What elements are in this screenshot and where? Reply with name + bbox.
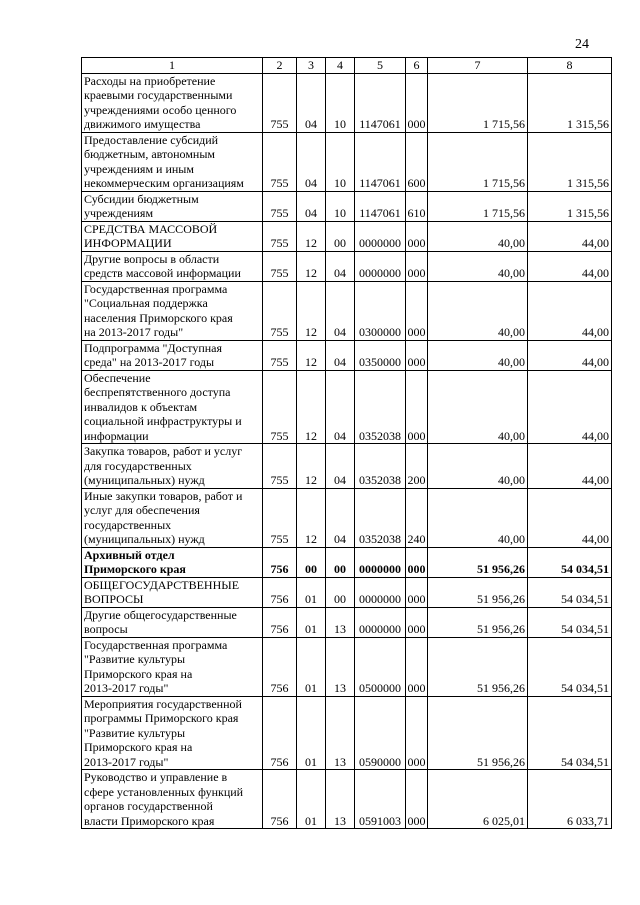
sum-2014-cell: 6 025,01 (428, 770, 528, 829)
row-name-line: Приморского края на (84, 740, 193, 754)
row-name-line: "Развитие культуры (84, 725, 186, 740)
row-name-cell (82, 251, 263, 281)
table-row (82, 191, 612, 221)
row-name-line: сфере установленных функций (84, 784, 244, 799)
subsection-cell: 13 (326, 607, 355, 637)
section-cell: 04 (297, 73, 326, 132)
subsection-cell: 00 (326, 547, 355, 577)
header-col-4: 4 (326, 58, 355, 74)
row-name-line: на 2013-2017 годы" (84, 325, 184, 339)
code-cell: 755 (263, 221, 297, 251)
table-row (82, 370, 612, 444)
type-cell: 000 (406, 577, 428, 607)
row-name-line: населения Приморского края (84, 310, 233, 325)
row-name-line: 2013-2017 годы" (84, 681, 169, 695)
sum-2014-cell: 40,00 (428, 221, 528, 251)
row-name-line: некоммерческим организациям (84, 176, 244, 190)
row-name-line: (муниципальных) нужд (84, 473, 205, 487)
sum-2015-cell: 44,00 (528, 444, 612, 489)
row-name-line: (муниципальных) нужд (84, 532, 205, 546)
sum-2014-cell: 1 715,56 (428, 73, 528, 132)
row-name-line: Государственная программа (84, 281, 228, 296)
type-cell: 000 (406, 607, 428, 637)
row-name-line: Закупка товаров, работ и услуг (84, 444, 243, 458)
sum-2014-cell: 40,00 (428, 370, 528, 444)
code-cell: 755 (263, 340, 297, 370)
sum-2014-cell: 40,00 (428, 281, 528, 340)
subsection-cell: 04 (326, 281, 355, 340)
section-cell: 04 (297, 191, 326, 221)
subsection-cell: 10 (326, 73, 355, 132)
row-name-line: программы Приморского края (84, 711, 239, 725)
sum-2015-cell: 44,00 (528, 488, 612, 547)
row-name-cell (82, 577, 263, 607)
section-cell: 12 (297, 221, 326, 251)
table-row (82, 281, 612, 340)
row-name-line: Государственная программа (84, 637, 228, 652)
row-name-line: государственных (84, 517, 172, 532)
row-name-line: учреждениями особо ценного (84, 102, 237, 117)
sum-2015-cell: 44,00 (528, 340, 612, 370)
type-cell: 000 (406, 251, 428, 281)
target-cell: 0000000 (355, 577, 406, 607)
sum-2014-cell: 40,00 (428, 444, 528, 489)
row-name-line: беспрепятственного доступа (84, 385, 231, 399)
subsection-cell: 13 (326, 696, 355, 770)
row-name-line: услуг для обеспечения (84, 503, 200, 517)
row-name-cell (82, 637, 263, 696)
section-cell: 01 (297, 696, 326, 770)
code-cell: 755 (263, 73, 297, 132)
row-name-line: Другие вопросы в области (84, 251, 220, 266)
subsection-cell: 04 (326, 340, 355, 370)
row-name-line: Мероприятия государственной (84, 696, 242, 711)
target-cell: 0500000 (355, 637, 406, 696)
sum-2014-cell: 51 956,26 (428, 637, 528, 696)
row-name-line: ВОПРОСЫ (84, 592, 144, 606)
sum-2015-cell: 1 315,56 (528, 73, 612, 132)
target-cell: 0300000 (355, 281, 406, 340)
section-cell: 12 (297, 251, 326, 281)
code-cell: 756 (263, 637, 297, 696)
sum-2014-cell: 40,00 (428, 251, 528, 281)
target-cell: 1147061 (355, 191, 406, 221)
row-name-line: вопросы (84, 622, 128, 636)
code-cell: 756 (263, 607, 297, 637)
code-cell: 755 (263, 281, 297, 340)
subsection-cell: 04 (326, 370, 355, 444)
code-cell: 756 (263, 770, 297, 829)
section-cell: 01 (297, 607, 326, 637)
sum-2014-cell: 51 956,26 (428, 696, 528, 770)
target-cell: 0000000 (355, 251, 406, 281)
table-row (82, 251, 612, 281)
header-col-3: 3 (297, 58, 326, 74)
row-name-line: "Развитие культуры (84, 652, 186, 666)
header-col-8: 8 (528, 58, 612, 74)
row-name-line: средств массовой информации (84, 266, 241, 280)
sum-2015-cell: 44,00 (528, 221, 612, 251)
code-cell: 755 (263, 251, 297, 281)
section-cell: 12 (297, 488, 326, 547)
target-cell: 1147061 (355, 132, 406, 191)
sum-2015-cell: 44,00 (528, 370, 612, 444)
code-cell: 755 (263, 132, 297, 191)
header-col-2: 2 (263, 58, 297, 74)
section-cell: 01 (297, 637, 326, 696)
header-col-5: 5 (355, 58, 406, 74)
budget-table (81, 57, 612, 829)
table-row (82, 340, 612, 370)
row-name-line: СРЕДСТВА МАССОВОЙ (84, 221, 218, 236)
type-cell: 000 (406, 73, 428, 132)
table-row (82, 696, 612, 770)
row-name-line: 2013-2017 годы" (84, 754, 169, 769)
row-name-line: Предоставление субсидий (84, 132, 219, 147)
row-name-line: органов государственной (84, 799, 213, 813)
budget-table-body (82, 58, 612, 829)
section-cell: 00 (297, 547, 326, 577)
row-name-line: ИНФОРМАЦИИ (84, 236, 172, 250)
row-name-line: для государственных (84, 458, 192, 473)
table-row (82, 577, 612, 607)
row-name-line: Приморского края (84, 562, 186, 576)
type-cell: 000 (406, 770, 428, 829)
row-name-line: Иные закупки товаров, работ и (84, 488, 243, 503)
type-cell: 610 (406, 191, 428, 221)
subsection-cell: 00 (326, 577, 355, 607)
sum-2014-cell: 40,00 (428, 340, 528, 370)
type-cell: 600 (406, 132, 428, 191)
page-number: 24 (575, 37, 589, 52)
row-name-line: социальной инфраструктуры и (84, 414, 242, 428)
table-row (82, 547, 612, 577)
table-row (82, 637, 612, 696)
target-cell: 0000000 (355, 547, 406, 577)
subsection-cell: 10 (326, 191, 355, 221)
sum-2015-cell: 1 315,56 (528, 191, 612, 221)
table-row (82, 488, 612, 547)
sum-2015-cell: 54 034,51 (528, 577, 612, 607)
type-cell: 240 (406, 488, 428, 547)
section-cell: 12 (297, 281, 326, 340)
row-name-line: власти Приморского края (84, 813, 215, 828)
sum-2015-cell: 1 315,56 (528, 132, 612, 191)
section-cell: 01 (297, 577, 326, 607)
sum-2015-cell: 44,00 (528, 251, 612, 281)
target-cell: 0350000 (355, 340, 406, 370)
type-cell: 000 (406, 637, 428, 696)
code-cell: 755 (263, 444, 297, 489)
table-header-row (82, 58, 612, 74)
target-cell: 0352038 (355, 444, 406, 489)
code-cell: 756 (263, 577, 297, 607)
row-name-line: учреждениям и иным (84, 161, 194, 176)
type-cell: 000 (406, 340, 428, 370)
row-name-cell (82, 221, 263, 251)
subsection-cell: 04 (326, 444, 355, 489)
sum-2014-cell: 51 956,26 (428, 547, 528, 577)
row-name-cell (82, 547, 263, 577)
header-col-1: 1 (82, 58, 263, 74)
type-cell: 000 (406, 547, 428, 577)
subsection-cell: 00 (326, 221, 355, 251)
sum-2015-cell: 6 033,71 (528, 770, 612, 829)
subsection-cell: 04 (326, 488, 355, 547)
section-cell: 01 (297, 770, 326, 829)
code-cell: 755 (263, 191, 297, 221)
code-cell: 756 (263, 696, 297, 770)
row-name-line: учреждениям (84, 206, 154, 220)
header-col-6: 6 (406, 58, 428, 74)
row-name-line: движимого имущества (84, 117, 201, 131)
row-name-line: бюджетным, автономным (84, 147, 215, 161)
row-name-cell (82, 607, 263, 637)
subsection-cell: 10 (326, 132, 355, 191)
type-cell: 000 (406, 696, 428, 770)
target-cell: 0000000 (355, 221, 406, 251)
row-name-line: Расходы на приобретение (84, 73, 216, 88)
target-cell: 1147061 (355, 73, 406, 132)
row-name-line: инвалидов к объектам (84, 399, 198, 414)
row-name-cell (82, 444, 263, 489)
row-name-line: Обеспечение (84, 370, 151, 385)
target-cell: 0591003 (355, 770, 406, 829)
type-cell: 200 (406, 444, 428, 489)
row-name-cell (82, 370, 263, 444)
sum-2014-cell: 1 715,56 (428, 191, 528, 221)
section-cell: 12 (297, 444, 326, 489)
row-name-line: среда" на 2013-2017 годы (84, 355, 215, 369)
section-cell: 12 (297, 340, 326, 370)
sum-2015-cell: 54 034,51 (528, 547, 612, 577)
code-cell: 755 (263, 370, 297, 444)
row-name-cell (82, 191, 263, 221)
row-name-line: информации (84, 428, 149, 443)
row-name-line: "Социальная поддержка (84, 296, 208, 310)
section-cell: 12 (297, 370, 326, 444)
target-cell: 0590000 (355, 696, 406, 770)
sum-2015-cell: 44,00 (528, 281, 612, 340)
sum-2015-cell: 54 034,51 (528, 637, 612, 696)
row-name-line: ОБЩЕГОСУДАРСТВЕННЫЕ (84, 577, 240, 592)
subsection-cell: 13 (326, 770, 355, 829)
table-row (82, 770, 612, 829)
subsection-cell: 04 (326, 251, 355, 281)
row-name-cell (82, 132, 263, 191)
sum-2015-cell: 54 034,51 (528, 696, 612, 770)
sum-2015-cell: 54 034,51 (528, 607, 612, 637)
sum-2014-cell: 40,00 (428, 488, 528, 547)
row-name-line: Руководство и управление в (84, 770, 228, 784)
table-row (82, 73, 612, 132)
header-col-7: 7 (428, 58, 528, 74)
table-row (82, 607, 612, 637)
type-cell: 000 (406, 281, 428, 340)
section-cell: 04 (297, 132, 326, 191)
sum-2014-cell: 1 715,56 (428, 132, 528, 191)
table-row (82, 221, 612, 251)
row-name-cell (82, 488, 263, 547)
type-cell: 000 (406, 370, 428, 444)
code-cell: 756 (263, 547, 297, 577)
type-cell: 000 (406, 221, 428, 251)
target-cell: 0000000 (355, 607, 406, 637)
target-cell: 0352038 (355, 370, 406, 444)
row-name-cell (82, 770, 263, 829)
row-name-cell (82, 696, 263, 770)
row-name-line: Другие общегосударственные (84, 607, 237, 622)
sum-2014-cell: 51 956,26 (428, 607, 528, 637)
row-name-line: Архивный отдел (84, 547, 175, 562)
row-name-cell (82, 73, 263, 132)
code-cell: 755 (263, 488, 297, 547)
row-name-line: Приморского края на (84, 666, 193, 681)
row-name-line: краевыми государственными (84, 88, 233, 102)
subsection-cell: 13 (326, 637, 355, 696)
sum-2014-cell: 51 956,26 (428, 577, 528, 607)
row-name-cell (82, 340, 263, 370)
row-name-line: Субсидии бюджетным (84, 191, 199, 206)
table-row (82, 132, 612, 191)
row-name-cell (82, 281, 263, 340)
row-name-line: Подпрограмма "Доступная (84, 340, 223, 355)
table-row (82, 444, 612, 489)
target-cell: 0352038 (355, 488, 406, 547)
